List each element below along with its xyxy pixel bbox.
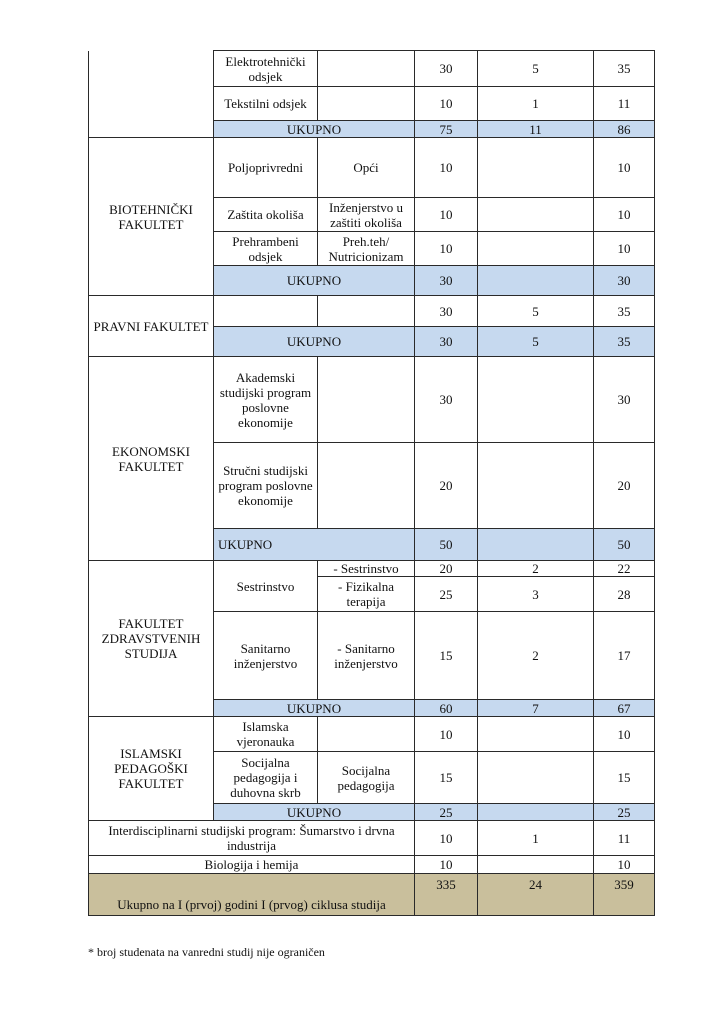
table-row	[89, 856, 655, 874]
faculty-cell: PRAVNI FAKULTET	[89, 296, 214, 357]
direction-cell	[318, 443, 415, 529]
extra-count: 7	[478, 700, 594, 717]
faculty-cell: BIOTEHNIČKI FAKULTET	[89, 138, 214, 296]
program-cell: Zaštita okoliša	[214, 198, 318, 232]
program-label: Biologija i hemija	[89, 856, 415, 874]
footnote: * broj studenata na vanredni studij nije ograničen	[88, 945, 325, 959]
total-count: 15	[594, 752, 655, 804]
program-cell: Islamska vjeronauka	[214, 717, 318, 752]
extra-count	[478, 443, 594, 529]
regular-count: 30	[415, 51, 478, 87]
subtotal-label: UKUPNO	[214, 804, 415, 821]
table-row	[89, 138, 655, 198]
direction-cell: - Sestrinstvo	[318, 561, 415, 577]
table-row	[89, 821, 655, 856]
total-count: 10	[594, 717, 655, 752]
total-count: 10	[594, 198, 655, 232]
extra-count: 3	[478, 577, 594, 612]
subtotal-label: UKUPNO	[214, 266, 415, 296]
total-count: 28	[594, 577, 655, 612]
subtotal-label: UKUPNO	[214, 700, 415, 717]
extra-count: 11	[478, 121, 594, 138]
direction-cell: Opći	[318, 138, 415, 198]
program-cell: Sestrinstvo	[214, 561, 318, 612]
subtotal-label: UKUPNO	[214, 529, 415, 561]
regular-count: 30	[415, 327, 478, 357]
direction-cell: - Fizikalna terapija	[318, 577, 415, 612]
table-row	[89, 296, 655, 327]
regular-count: 10	[415, 856, 478, 874]
direction-cell: Socijalna pedagogija	[318, 752, 415, 804]
program-cell: Akademski studijski program poslovne ekonomije	[214, 357, 318, 443]
direction-cell: Preh.teh/ Nutricionizam	[318, 232, 415, 266]
extra-count: 5	[478, 51, 594, 87]
total-count: 35	[594, 327, 655, 357]
table-row	[89, 717, 655, 752]
extra-count	[478, 856, 594, 874]
regular-count: 20	[415, 443, 478, 529]
regular-count: 50	[415, 529, 478, 561]
regular-count: 10	[415, 717, 478, 752]
program-label: Interdisciplinarni studijski program: Šumarstvo i drvna industrija	[89, 821, 415, 856]
total-count: 50	[594, 529, 655, 561]
direction-cell: - Sanitarno inženjerstvo	[318, 612, 415, 700]
extra-count: 2	[478, 561, 594, 577]
regular-count: 30	[415, 296, 478, 327]
extra-count	[478, 717, 594, 752]
extra-count	[478, 232, 594, 266]
extra-count	[478, 752, 594, 804]
table-row	[89, 561, 655, 577]
extra-count	[478, 138, 594, 198]
extra-count	[478, 198, 594, 232]
total-count: 17	[594, 612, 655, 700]
table-row	[89, 51, 655, 87]
program-cell: Prehrambeni odsjek	[214, 232, 318, 266]
extra-count	[478, 357, 594, 443]
faculty-cell: FAKULTET ZDRAVSTVENIH STUDIJA	[89, 561, 214, 717]
regular-count: 30	[415, 357, 478, 443]
extra-count: 5	[478, 296, 594, 327]
total-count: 22	[594, 561, 655, 577]
extra-count: 24	[478, 874, 594, 916]
faculty-cell-continued	[89, 51, 214, 138]
extra-count: 5	[478, 327, 594, 357]
program-cell: Elektrotehnički odsjek	[214, 51, 318, 87]
regular-count: 15	[415, 612, 478, 700]
direction-cell	[318, 717, 415, 752]
regular-count: 10	[415, 138, 478, 198]
enrollment-quota-table	[88, 50, 655, 916]
total-count: 11	[594, 821, 655, 856]
program-cell: Socijalna pedagogija i duhovna skrb	[214, 752, 318, 804]
faculty-cell: EKONOMSKI FAKULTET	[89, 357, 214, 561]
extra-count	[478, 529, 594, 561]
direction-cell	[318, 87, 415, 121]
direction-cell: Inženjerstvo u zaštiti okoliša	[318, 198, 415, 232]
subtotal-label: UKUPNO	[214, 327, 415, 357]
total-count: 20	[594, 443, 655, 529]
table-row	[89, 357, 655, 443]
extra-count: 1	[478, 87, 594, 121]
regular-count: 75	[415, 121, 478, 138]
direction-cell	[318, 51, 415, 87]
total-count: 30	[594, 266, 655, 296]
total-count: 359	[594, 874, 655, 916]
regular-count: 10	[415, 87, 478, 121]
total-count: 10	[594, 138, 655, 198]
grand-total-label: Ukupno na I (prvoj) godini I (prvog) ciklusa studija	[89, 874, 415, 916]
regular-count: 335	[415, 874, 478, 916]
total-count: 10	[594, 232, 655, 266]
regular-count: 60	[415, 700, 478, 717]
total-count: 10	[594, 856, 655, 874]
extra-count: 2	[478, 612, 594, 700]
total-count: 11	[594, 87, 655, 121]
regular-count: 30	[415, 266, 478, 296]
subtotal-label: UKUPNO	[214, 121, 415, 138]
direction-cell	[318, 357, 415, 443]
regular-count: 10	[415, 821, 478, 856]
program-cell: Stručni studijski program poslovne ekonomije	[214, 443, 318, 529]
total-count: 86	[594, 121, 655, 138]
regular-count: 25	[415, 804, 478, 821]
extra-count: 1	[478, 821, 594, 856]
program-cell: Poljoprivredni	[214, 138, 318, 198]
extra-count	[478, 266, 594, 296]
program-cell	[214, 296, 318, 327]
regular-count: 10	[415, 232, 478, 266]
regular-count: 25	[415, 577, 478, 612]
total-count: 67	[594, 700, 655, 717]
program-cell: Tekstilni odsjek	[214, 87, 318, 121]
regular-count: 10	[415, 198, 478, 232]
total-count: 35	[594, 296, 655, 327]
program-cell: Sanitarno inženjerstvo	[214, 612, 318, 700]
regular-count: 15	[415, 752, 478, 804]
regular-count: 20	[415, 561, 478, 577]
faculty-cell: ISLAMSKI PEDAGOŠKI FAKULTET	[89, 717, 214, 821]
direction-cell	[318, 296, 415, 327]
grand-total-row	[89, 874, 655, 916]
total-count: 30	[594, 357, 655, 443]
total-count: 25	[594, 804, 655, 821]
extra-count	[478, 804, 594, 821]
total-count: 35	[594, 51, 655, 87]
